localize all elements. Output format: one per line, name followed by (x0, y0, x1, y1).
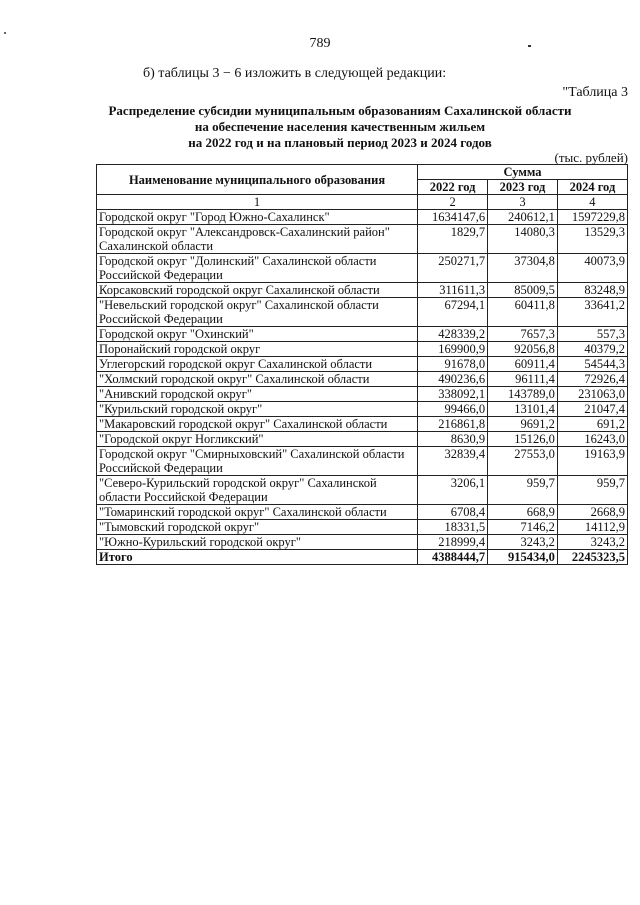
header-year-2022: 2022 год (418, 180, 488, 195)
table-row (97, 520, 628, 535)
title-line: Распределение субсидии муниципальным образованиям Сахалинской области (108, 103, 572, 118)
table-row (97, 327, 628, 342)
value-2024: 231063,0 (557, 387, 627, 402)
value-2023: 7657,3 (488, 327, 558, 342)
value-2022: 6708,4 (418, 505, 488, 520)
value-2024: 72926,4 (557, 372, 627, 387)
municipality-name: "Северо-Курильский городской округ" Сахалинской области Российской Федерации (97, 476, 418, 505)
table-body (97, 210, 628, 565)
value-2022: 32839,4 (418, 447, 488, 476)
value-2023: 60411,8 (488, 298, 558, 327)
total-2024: 2245323,5 (557, 550, 627, 565)
subsidy-table (96, 164, 628, 565)
value-2024: 959,7 (557, 476, 627, 505)
municipality-name: Поронайский городской округ (97, 342, 418, 357)
value-2023: 85009,5 (488, 283, 558, 298)
municipality-name: "Тымовский городской округ" (97, 520, 418, 535)
value-2022: 8630,9 (418, 432, 488, 447)
value-2023: 240612,1 (488, 210, 558, 225)
value-2022: 311611,3 (418, 283, 488, 298)
value-2024: 3243,2 (557, 535, 627, 550)
municipality-name: Углегорский городской округ Сахалинской области (97, 357, 418, 372)
value-2024: 14112,9 (557, 520, 627, 535)
value-2022: 1634147,6 (418, 210, 488, 225)
header-year-2024: 2024 год (557, 180, 627, 195)
value-2022: 250271,7 (418, 254, 488, 283)
table-row (97, 417, 628, 432)
table-row (97, 447, 628, 476)
value-2023: 13101,4 (488, 402, 558, 417)
index-cell: 3 (488, 195, 558, 210)
table-row (97, 476, 628, 505)
value-2023: 9691,2 (488, 417, 558, 432)
value-2022: 169900,9 (418, 342, 488, 357)
value-2022: 490236,6 (418, 372, 488, 387)
value-2024: 40379,2 (557, 342, 627, 357)
index-cell: 4 (557, 195, 627, 210)
value-2024: 21047,4 (557, 402, 627, 417)
municipality-name: "Городской округ Ногликский" (97, 432, 418, 447)
value-2024: 19163,9 (557, 447, 627, 476)
municipality-name: "Курильский городской округ" (97, 402, 418, 417)
total-label: Итого (97, 550, 418, 565)
municipality-name: Городской округ "Город Южно-Сахалинск" (97, 210, 418, 225)
total-2022: 4388444,7 (418, 550, 488, 565)
value-2023: 96111,4 (488, 372, 558, 387)
municipality-name: Городской округ "Охинский" (97, 327, 418, 342)
municipality-name: "Анивский городской округ" (97, 387, 418, 402)
document-title (40, 103, 640, 151)
value-2024: 691,2 (557, 417, 627, 432)
value-2023: 15126,0 (488, 432, 558, 447)
header-year-2023: 2023 год (488, 180, 558, 195)
table-row (97, 342, 628, 357)
value-2023: 959,7 (488, 476, 558, 505)
value-2022: 67294,1 (418, 298, 488, 327)
value-2022: 218999,4 (418, 535, 488, 550)
municipality-name: Городской округ "Александровск-Сахалинский район" Сахалинской области (97, 225, 418, 254)
table-row (97, 283, 628, 298)
municipality-name: "Холмский городской округ" Сахалинской области (97, 372, 418, 387)
value-2024: 13529,3 (557, 225, 627, 254)
table-row (97, 535, 628, 550)
value-2023: 27553,0 (488, 447, 558, 476)
value-2022: 428339,2 (418, 327, 488, 342)
table-row (97, 402, 628, 417)
table-row (97, 357, 628, 372)
value-2022: 338092,1 (418, 387, 488, 402)
value-2023: 143789,0 (488, 387, 558, 402)
value-2024: 557,3 (557, 327, 627, 342)
table-row (97, 387, 628, 402)
value-2022: 3206,1 (418, 476, 488, 505)
value-2022: 1829,7 (418, 225, 488, 254)
table-label: "Таблица 3 (562, 85, 628, 100)
value-2023: 37304,8 (488, 254, 558, 283)
intro-text: б) таблицы 3 − 6 изложить в следующей редакции: (143, 66, 447, 81)
value-2024: 1597229,8 (557, 210, 627, 225)
value-2022: 18331,5 (418, 520, 488, 535)
table-row (97, 372, 628, 387)
value-2023: 7146,2 (488, 520, 558, 535)
title-line: на обеспечение населения качественным жильем (194, 119, 486, 134)
value-2024: 2668,9 (557, 505, 627, 520)
scan-artifact (4, 32, 6, 34)
municipality-name: Городской округ "Смирныховский" Сахалинской области Российской Федерации (97, 447, 418, 476)
value-2022: 99466,0 (418, 402, 488, 417)
municipality-name: "Южно-Курильский городской округ" (97, 535, 418, 550)
value-2024: 40073,9 (557, 254, 627, 283)
value-2022: 91678,0 (418, 357, 488, 372)
value-2024: 16243,0 (557, 432, 627, 447)
index-cell: 2 (418, 195, 488, 210)
municipality-name: "Невельский городской округ" Сахалинской области Российской Федерации (97, 298, 418, 327)
header-name: Наименование муниципального образования (97, 165, 418, 195)
table-row (97, 432, 628, 447)
municipality-name: Городской округ "Долинский" Сахалинской области Российской Федерации (97, 254, 418, 283)
value-2023: 92056,8 (488, 342, 558, 357)
value-2022: 216861,8 (418, 417, 488, 432)
table-row (97, 298, 628, 327)
value-2023: 668,9 (488, 505, 558, 520)
value-2024: 54544,3 (557, 357, 627, 372)
units-label: (тыс. рублей) (554, 150, 628, 165)
table-row (97, 505, 628, 520)
total-2023: 915434,0 (488, 550, 558, 565)
value-2023: 60911,4 (488, 357, 558, 372)
municipality-name: "Томаринский городской округ" Сахалинской области (97, 505, 418, 520)
value-2023: 3243,2 (488, 535, 558, 550)
page-number: 789 (309, 36, 331, 51)
total-row (97, 550, 628, 565)
table-row (97, 210, 628, 225)
table-row (97, 225, 628, 254)
municipality-name: Корсаковский городской округ Сахалинской области (97, 283, 418, 298)
title-line: на 2022 год и на плановый период 2023 и 2024 годов (188, 135, 492, 150)
index-cell: 1 (97, 195, 418, 210)
header-sum: Сумма (418, 165, 628, 180)
value-2023: 14080,3 (488, 225, 558, 254)
table-row (97, 254, 628, 283)
value-2024: 83248,9 (557, 283, 627, 298)
municipality-name: "Макаровский городской округ" Сахалинской области (97, 417, 418, 432)
value-2024: 33641,2 (557, 298, 627, 327)
scan-artifact (528, 45, 531, 47)
